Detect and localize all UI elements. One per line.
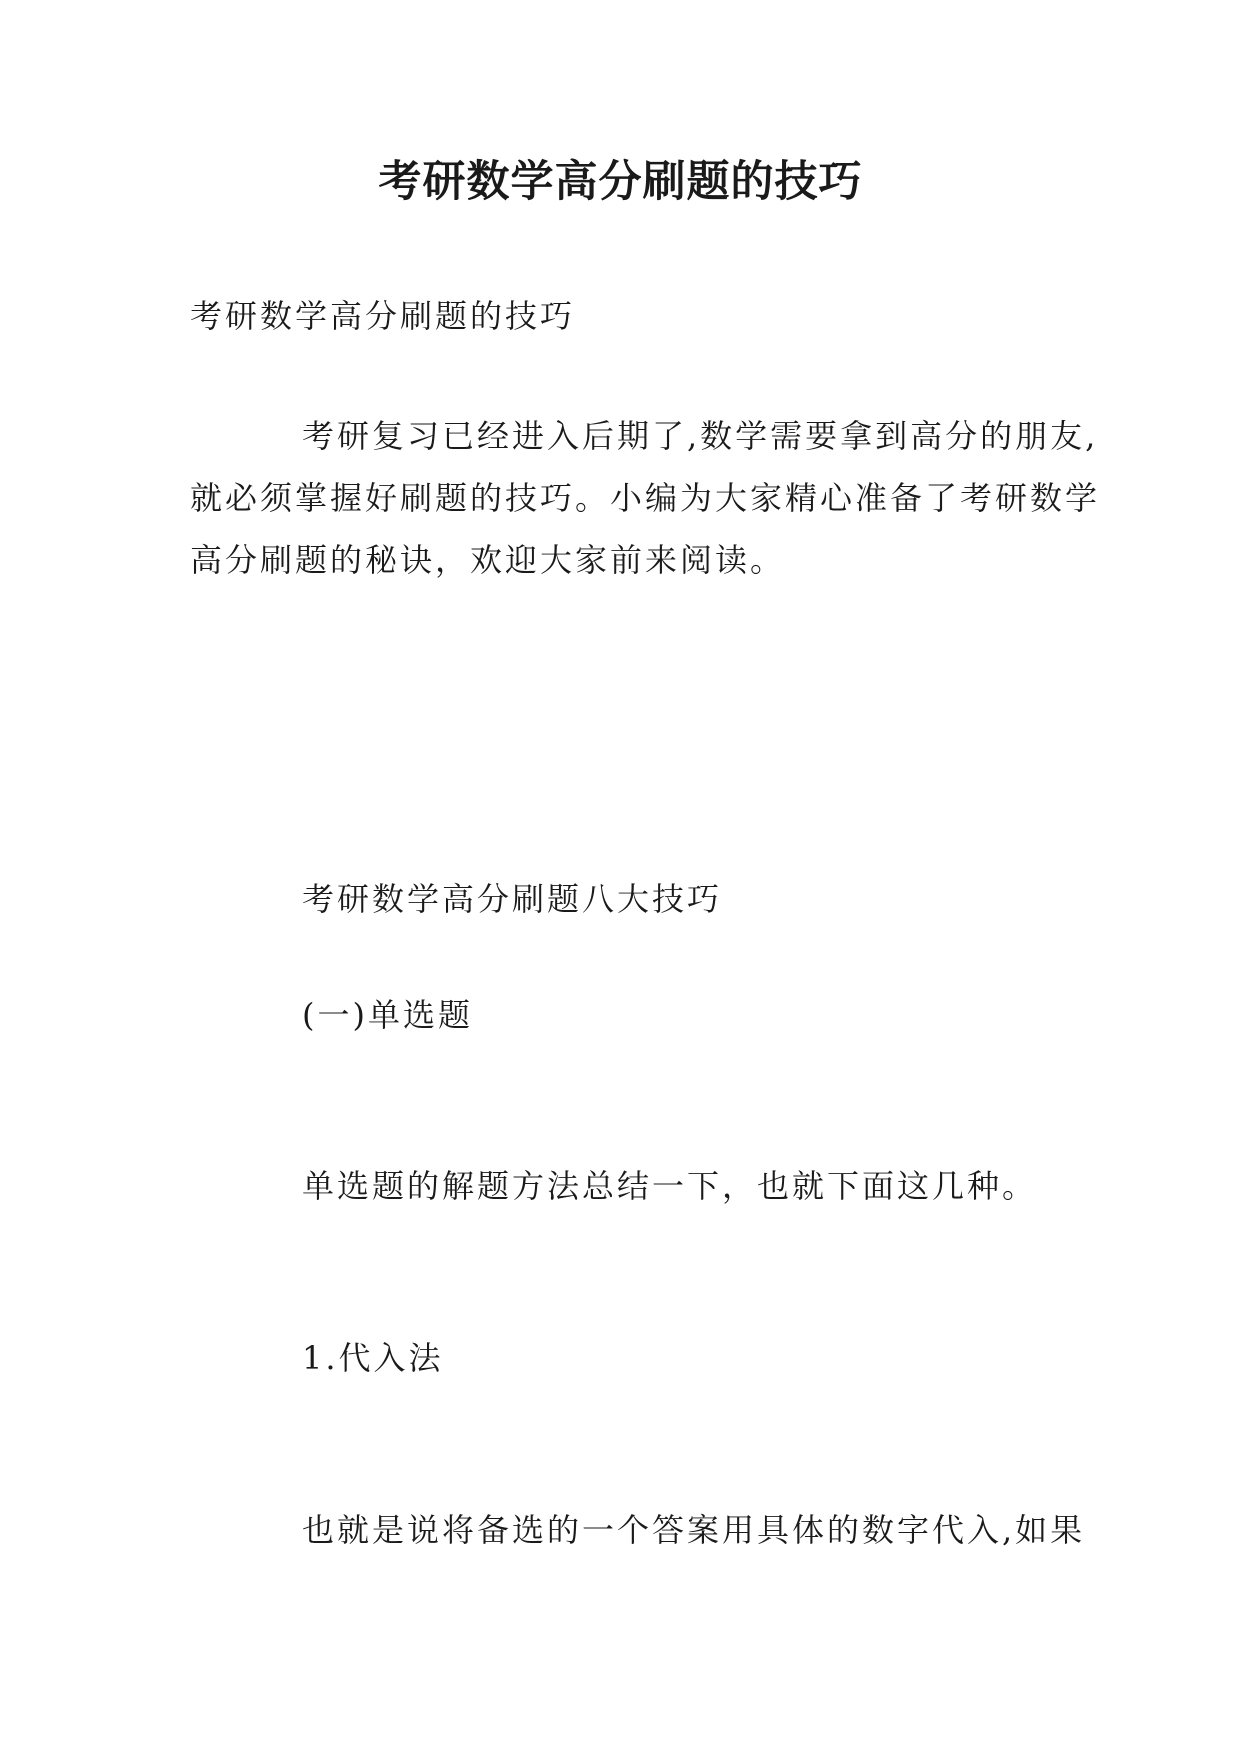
- section-heading: 考研数学高分刷题八大技巧: [302, 880, 723, 918]
- method-heading: 1.代入法: [302, 1339, 444, 1377]
- intro-paragraph: [190, 405, 1101, 591]
- document-title: 考研数学高分刷题的技巧: [378, 157, 863, 207]
- intro-line: 就必须掌握好刷题的技巧。小编为大家精心准备了考研数学: [190, 479, 1101, 517]
- intro-line: 考研复习已经进入后期了,数学需要拿到高分的朋友,: [302, 417, 1099, 455]
- summary-line: 单选题的解题方法总结一下，也就下面这几种。: [302, 1167, 1038, 1205]
- method-text: 也就是说将备选的一个答案用具体的数字代入,如果: [302, 1511, 1086, 1549]
- document-subtitle: 考研数学高分刷题的技巧: [190, 297, 576, 335]
- subsection-heading: (一)单选题: [302, 996, 473, 1034]
- intro-line: 高分刷题的秘诀，欢迎大家前来阅读。: [190, 541, 786, 579]
